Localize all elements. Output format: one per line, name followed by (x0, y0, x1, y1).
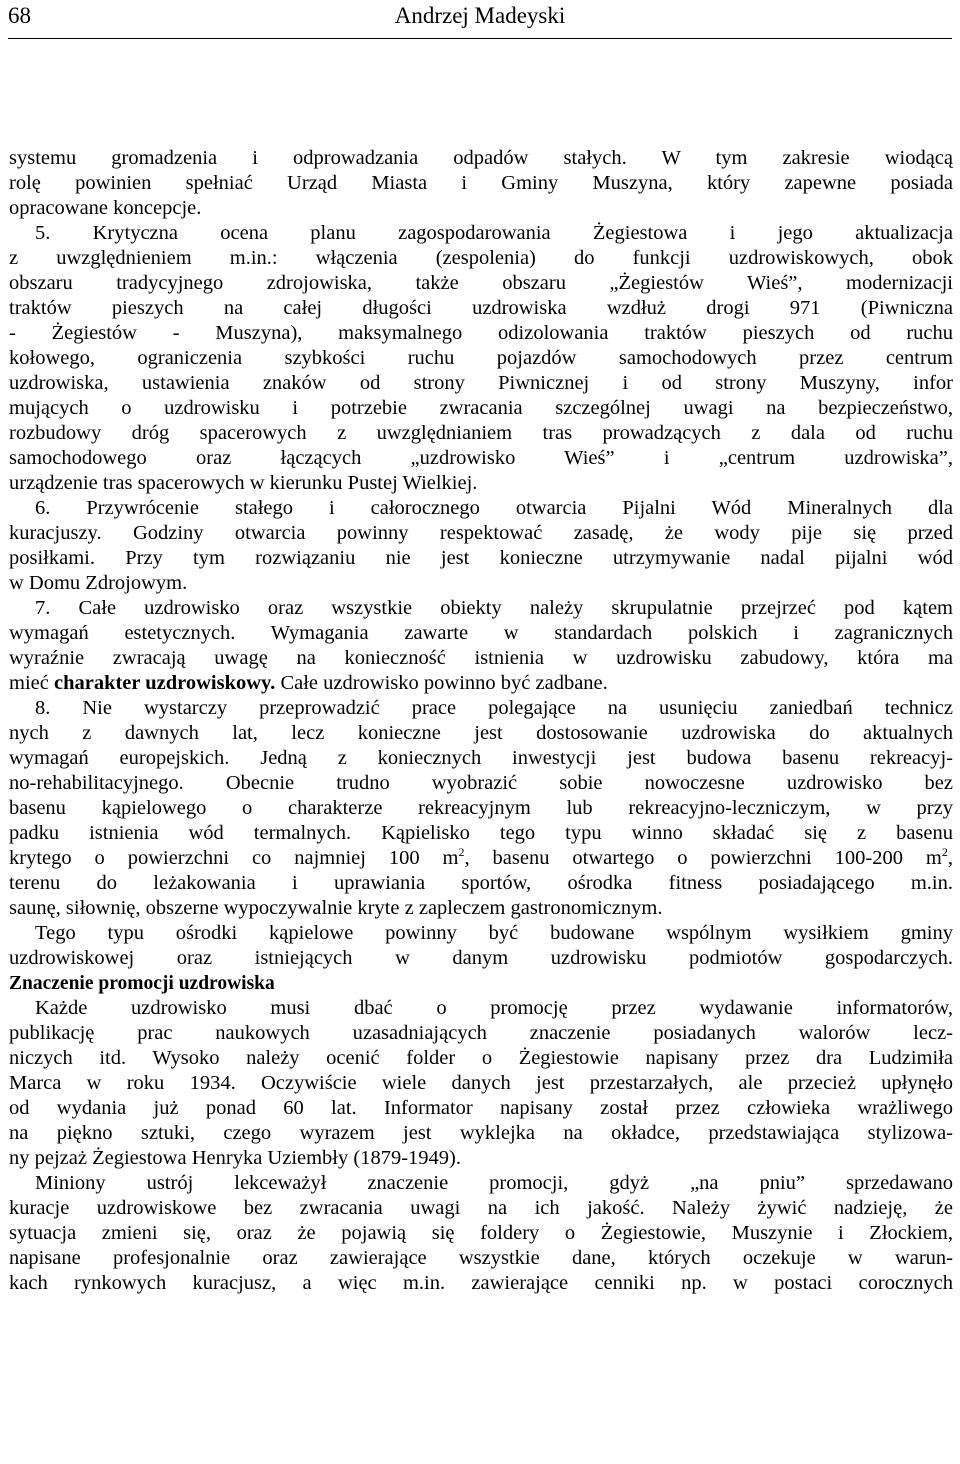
body-text (9, 146, 953, 1296)
line-text: opracowane koncepcje. (9, 197, 202, 219)
line-text: , basenu otwartego o powierzchni 100-200 m (464, 847, 942, 869)
text-line (9, 246, 953, 271)
text-line (9, 871, 953, 896)
line-text: no-rehabilitacyjnego. Obecnie trudno wyobrazić sobie nowoczesne uzdrowisko bez (9, 772, 953, 794)
line-text: kuracje uzdrowiskowe bez zwracania uwagi na ich jakość. Należy żywić nadzieję, że (9, 1197, 953, 1219)
line-text: posiłkami. Przy tym rozwiązaniu nie jest konieczne utrzymywanie nadal pijalni wód (9, 547, 953, 569)
line-text: padku istnienia wód termalnych. Kąpielisko tego typu winno składać się z basenu (9, 822, 953, 844)
line-text: mujących o uzdrowisku i potrzebie zwracania szczególnej uwagi na bezpieczeństwo, (9, 397, 953, 419)
bold-text: charakter uzdrowiskowy. (53, 672, 276, 694)
text-line (9, 596, 953, 621)
text-line (9, 1121, 953, 1146)
line-text: na piękno sztuki, czego wyrazem jest wyklejka na okładce, przedstawiająca stylizowa- (9, 1122, 953, 1144)
line-text: Znaczenie promocji uzdrowiska (9, 973, 275, 994)
line-text: nych z dawnych lat, lecz konieczne jest dostosowanie uzdrowiska do aktualnych (9, 722, 953, 744)
line-text: kuracjuszy. Godziny otwarcia powinny respektować zasadę, że wody pije się przed (9, 522, 953, 544)
line-text: niczych itd. Wysoko należy ocenić folder o Żegiestowie napisany przez dra Ludzimiła (9, 1047, 953, 1069)
text-line (9, 196, 953, 221)
superscript: 2 (941, 845, 948, 859)
line-text: wyraźnie zwracają uwagę na konieczność istnienia w uzdrowisku zabudowy, która ma (9, 647, 953, 669)
line-text: napisane profesjonalnie oraz zawierające wszystkie dane, których oczekuje w warun- (9, 1247, 953, 1269)
line-text: - Żegiestów - Muszyna), maksymalnego odizolowania traktów pieszych od ruchu (9, 322, 953, 344)
text-line (9, 221, 953, 246)
line-text: sytuacja zmieni się, oraz że pojawią się foldery o Żegiestowie, Muszynie i Złockiem, (9, 1222, 953, 1244)
line-text: 7. Całe uzdrowisko oraz wszystkie obiekty należy skrupulatnie przejrzeć pod kątem (35, 597, 953, 619)
line-text: basenu kąpielowego o charakterze rekreacyjnym lub rekreacyjno-leczniczym, w przy (9, 797, 953, 819)
text-line (9, 396, 953, 421)
line-text: 6. Przywrócenie stałego i całorocznego otwarcia Pijalni Wód Mineralnych dla (35, 497, 953, 519)
line-text: kach rynkowych kuracjusz, a więc m.in. zawierające cenniki np. w postaci corocznych (9, 1272, 953, 1294)
line-text: traktów pieszych na całej długości uzdrowiska wzdłuż drogi 971 (Piwniczna (9, 297, 953, 319)
line-text: krytego o powierzchni co najmniej 100 m (9, 847, 459, 869)
line-text: urządzenie tras spacerowych w kierunku Pustej Wielkiej. (9, 472, 478, 494)
line-text: z uwzględnieniem m.in.: włączenia (zespolenia) do funkcji uzdrowiskowych, obok (9, 247, 953, 269)
text-line (9, 146, 953, 171)
text-line (9, 471, 953, 496)
text-line (9, 1046, 953, 1071)
line-text: Miniony ustrój lekceważył znaczenie promocji, gdyż „na pniu” sprzedawano (35, 1172, 953, 1194)
text-line (9, 671, 953, 696)
line-text: Tego typu ośrodki kąpielowe powinny być budowane wspólnym wysiłkiem gminy (35, 922, 953, 944)
line-text: kołowego, ograniczenia szybkości ruchu pojazdów samochodowych przez centrum (9, 347, 953, 369)
text-line (9, 921, 953, 946)
line-text: Każde uzdrowisko musi dbać o promocję przez wydawanie informatorów, (35, 997, 953, 1019)
text-line (9, 1246, 953, 1271)
text-line (9, 1196, 953, 1221)
text-line (9, 421, 953, 446)
line-text: publikację prac naukowych uzasadniających znaczenie posiadanych walorów lecz- (9, 1022, 953, 1044)
text-line (9, 796, 953, 821)
text-line (9, 296, 953, 321)
line-text: rolę powinien spełniać Urząd Miasta i Gminy Muszyna, który zapewne posiada (9, 172, 953, 194)
text-line (9, 1146, 953, 1171)
text-line (9, 546, 953, 571)
text-line (9, 1096, 953, 1121)
text-line (9, 721, 953, 746)
line-text: wymagań estetycznych. Wymagania zawarte w standardach polskich i zagranicznych (9, 622, 953, 644)
text-line (9, 1171, 953, 1196)
text-line (9, 696, 953, 721)
text-line (9, 821, 953, 846)
line-text: , (947, 847, 953, 869)
text-line (9, 1071, 953, 1096)
line-text: systemu gromadzenia i odprowadzania odpadów stałych. W tym zakresie wiodącą (9, 147, 953, 169)
text-line (9, 521, 953, 546)
line-text: terenu do leżakowania i uprawiania sportów, ośrodka fitness posiadającego m.in. (9, 872, 953, 894)
text-line (9, 621, 953, 646)
text-line (9, 171, 953, 196)
text-line (9, 446, 953, 471)
running-title: Andrzej Madeyski (394, 3, 566, 28)
text-line (9, 1021, 953, 1046)
text-line (9, 646, 953, 671)
line-text: od wydania już ponad 60 lat. Informator napisany został przez człowieka wrażliwego (9, 1097, 953, 1119)
line-text: 8. Nie wystarczy przeprowadzić prace polegające na usunięciu zaniedbań technicz (35, 697, 953, 719)
line-text: wymagań europejskich. Jedną z koniecznych inwestycji jest budowa basenu rekreacyj- (9, 747, 953, 769)
line-text: 5. Krytyczna ocena planu zagospodarowania Żegiestowa i jego aktualizacja (35, 222, 953, 244)
line-text: uzdrowiska, ustawienia znaków od strony Piwnicznej i od strony Muszyny, infor (9, 372, 953, 394)
text-line (9, 771, 953, 796)
text-line (9, 996, 953, 1021)
line-text: saunę, siłownię, obszerne wypoczywalnie kryte z zapleczem gastronomicznym. (9, 897, 663, 919)
line-text: Marca w roku 1934. Oczywiście wiele danych jest przestarzałych, ale przecież upłynęło (9, 1072, 953, 1094)
text-line (9, 896, 953, 921)
text-line (9, 1221, 953, 1246)
line-text: samochodowego oraz łączących „uzdrowisko Wieś” i „centrum uzdrowiska”, (9, 447, 953, 469)
line-text: obszaru tradycyjnego zdrojowiska, także obszaru „Żegiestów Wieś”, modernizacji (9, 272, 953, 294)
text-line (9, 746, 953, 771)
line-text: Całe uzdrowisko powinno być zadbane. (275, 672, 608, 694)
line-text: ny pejzaż Żegiestowa Henryka Uziembły (1879-1949). (9, 1147, 461, 1169)
line-text: mieć (9, 672, 54, 694)
text-line (9, 346, 953, 371)
text-line (9, 271, 953, 296)
text-line (9, 846, 953, 871)
text-line (9, 496, 953, 521)
line-text: uzdrowiskowej oraz istniejących w danym uzdrowisku podmiotów gospodarczych. (9, 947, 953, 969)
text-line (9, 571, 953, 596)
line-text: rozbudowy dróg spacerowych z uwzględnianiem tras prowadzących z dala od ruchu (9, 422, 953, 444)
text-line (9, 946, 953, 971)
section-heading (9, 971, 953, 996)
text-line (9, 371, 953, 396)
text-line (9, 1271, 953, 1296)
page-header (8, 0, 952, 39)
superscript: 2 (458, 845, 465, 859)
text-line (9, 321, 953, 346)
page-number: 68 (8, 3, 31, 28)
line-text: w Domu Zdrojowym. (9, 572, 188, 594)
